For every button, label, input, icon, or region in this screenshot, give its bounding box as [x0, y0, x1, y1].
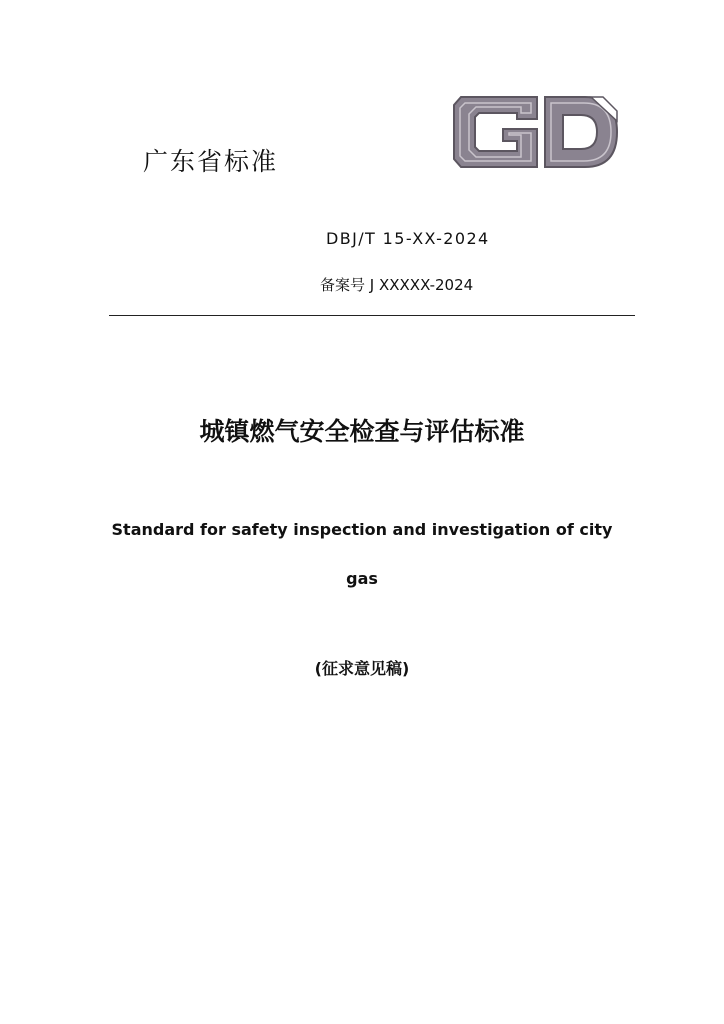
- record-number: 备案号 J XXXXX-2024: [320, 276, 474, 294]
- english-title-line2: gas: [346, 569, 378, 588]
- draft-note: (征求意见稿): [314, 659, 410, 678]
- chinese-title: 城镇燃气安全检查与评估标准: [199, 417, 525, 446]
- header-divider: [109, 315, 635, 316]
- province-standard-label: 广东省标准: [143, 147, 279, 176]
- english-title-line1: Standard for safety inspection and investigation of city: [111, 520, 613, 539]
- standard-code: DBJ/T 15-XX-2024: [326, 229, 490, 248]
- gd-logo: [451, 91, 621, 173]
